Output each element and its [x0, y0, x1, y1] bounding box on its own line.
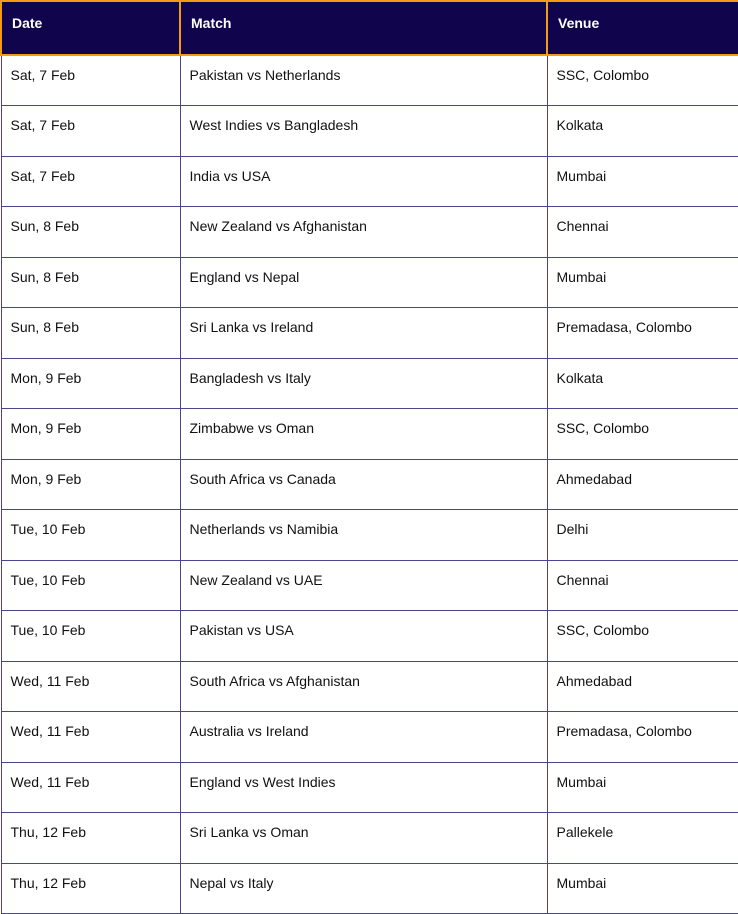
match-cell: England vs West Indies — [180, 762, 547, 813]
venue-cell: Premadasa, Colombo — [547, 712, 738, 763]
date-cell: Mon, 9 Feb — [1, 459, 180, 510]
venue-cell: Chennai — [547, 560, 738, 611]
table-row — [1, 257, 738, 308]
table-row — [1, 712, 738, 763]
match-cell: South Africa vs Canada — [180, 459, 547, 510]
table-row — [1, 510, 738, 561]
date-cell: Sun, 8 Feb — [1, 308, 180, 359]
date-cell: Sun, 8 Feb — [1, 257, 180, 308]
table-row — [1, 358, 738, 409]
match-cell: New Zealand vs UAE — [180, 560, 547, 611]
date-cell: Mon, 9 Feb — [1, 409, 180, 460]
header-row — [1, 1, 738, 55]
match-cell: Pakistan vs Netherlands — [180, 55, 547, 106]
date-cell: Tue, 10 Feb — [1, 560, 180, 611]
match-cell: South Africa vs Afghanistan — [180, 661, 547, 712]
match-cell: Nepal vs Italy — [180, 863, 547, 914]
venue-cell: Kolkata — [547, 358, 738, 409]
match-cell: Zimbabwe vs Oman — [180, 409, 547, 460]
table-row — [1, 55, 738, 106]
table-row — [1, 560, 738, 611]
venue-cell: SSC, Colombo — [547, 611, 738, 662]
table-row — [1, 459, 738, 510]
match-cell: Sri Lanka vs Oman — [180, 813, 547, 864]
date-cell: Mon, 9 Feb — [1, 358, 180, 409]
header-date: Date — [1, 1, 180, 55]
venue-cell: Premadasa, Colombo — [547, 308, 738, 359]
venue-cell: Chennai — [547, 207, 738, 258]
table-row — [1, 661, 738, 712]
date-cell: Thu, 12 Feb — [1, 863, 180, 914]
match-cell: Bangladesh vs Italy — [180, 358, 547, 409]
venue-cell: SSC, Colombo — [547, 409, 738, 460]
date-cell: Wed, 11 Feb — [1, 762, 180, 813]
match-cell: India vs USA — [180, 156, 547, 207]
venue-cell: Mumbai — [547, 156, 738, 207]
venue-cell: Mumbai — [547, 257, 738, 308]
match-cell: Netherlands vs Namibia — [180, 510, 547, 561]
venue-cell: Ahmedabad — [547, 459, 738, 510]
table-header — [1, 1, 738, 55]
match-cell: Sri Lanka vs Ireland — [180, 308, 547, 359]
venue-cell: Delhi — [547, 510, 738, 561]
date-cell: Thu, 12 Feb — [1, 813, 180, 864]
match-cell: New Zealand vs Afghanistan — [180, 207, 547, 258]
table-row — [1, 863, 738, 914]
table-row — [1, 409, 738, 460]
date-cell: Sat, 7 Feb — [1, 156, 180, 207]
table-row — [1, 207, 738, 258]
date-cell: Sat, 7 Feb — [1, 106, 180, 157]
venue-cell: SSC, Colombo — [547, 55, 738, 106]
date-cell: Sat, 7 Feb — [1, 55, 180, 106]
date-cell: Wed, 11 Feb — [1, 712, 180, 763]
venue-cell: Ahmedabad — [547, 661, 738, 712]
match-cell: Australia vs Ireland — [180, 712, 547, 763]
table-row — [1, 106, 738, 157]
date-cell: Tue, 10 Feb — [1, 510, 180, 561]
venue-cell: Kolkata — [547, 106, 738, 157]
header-match: Match — [180, 1, 547, 55]
match-cell: West Indies vs Bangladesh — [180, 106, 547, 157]
table-row — [1, 611, 738, 662]
date-cell: Sun, 8 Feb — [1, 207, 180, 258]
table-body — [1, 55, 738, 914]
venue-cell: Mumbai — [547, 762, 738, 813]
table-row — [1, 762, 738, 813]
date-cell: Wed, 11 Feb — [1, 661, 180, 712]
match-cell: Pakistan vs USA — [180, 611, 547, 662]
venue-cell: Pallekele — [547, 813, 738, 864]
table-row — [1, 308, 738, 359]
table-row — [1, 813, 738, 864]
venue-cell: Mumbai — [547, 863, 738, 914]
date-cell: Tue, 10 Feb — [1, 611, 180, 662]
header-venue: Venue — [547, 1, 738, 55]
table-row — [1, 156, 738, 207]
match-cell: England vs Nepal — [180, 257, 547, 308]
